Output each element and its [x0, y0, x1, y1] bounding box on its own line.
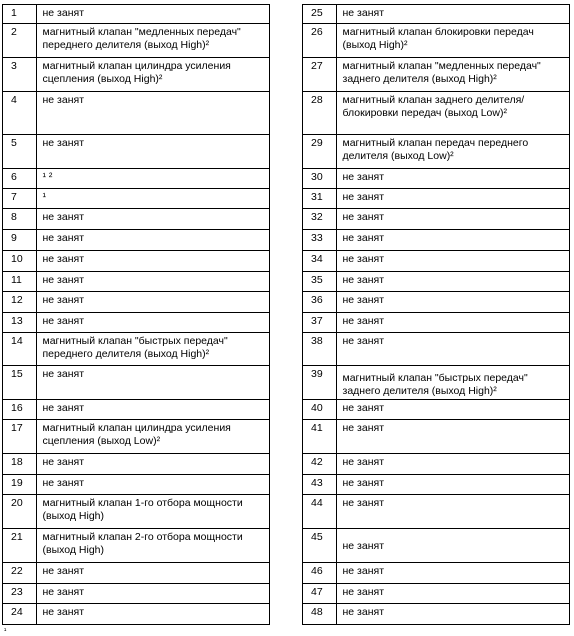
table-row — [303, 251, 570, 272]
pin-assignment: не занят — [36, 92, 270, 135]
pin-assignment: не занят — [36, 272, 270, 292]
pin-number: 14 — [3, 333, 37, 366]
pin-table-left — [2, 4, 270, 625]
pin-assignment: не занят — [36, 366, 270, 400]
table-row — [303, 272, 570, 292]
pin-assignment: не занят — [336, 251, 570, 272]
table-row — [303, 495, 570, 529]
pin-number: 47 — [303, 584, 337, 604]
pin-assignment: не занят — [336, 400, 570, 420]
table-row — [303, 24, 570, 58]
table-row — [303, 209, 570, 230]
table-row — [3, 135, 270, 169]
pin-assignment: не занят — [336, 584, 570, 604]
pin-assignment: не занят — [36, 604, 270, 625]
pin-assignment: не занят — [36, 251, 270, 272]
pin-assignment: магнитный клапан заднего делителя/блокировки передач (выход Low)² — [336, 92, 570, 135]
table-row — [303, 366, 570, 400]
pin-number: 40 — [303, 400, 337, 420]
pin-number: 24 — [3, 604, 37, 625]
pin-number: 33 — [303, 230, 337, 251]
pin-assignment: ¹ ² — [36, 169, 270, 189]
pin-number: 28 — [303, 92, 337, 135]
pin-assignment: магнитный клапан 1-го отбора мощности (выход High) — [36, 495, 270, 529]
pin-assignment: не занят — [36, 313, 270, 333]
pin-number: 44 — [303, 495, 337, 529]
pin-assignment: не занят — [336, 604, 570, 625]
pin-number: 2 — [3, 24, 37, 58]
pin-number: 31 — [303, 189, 337, 209]
pin-assignment: магнитный клапан "медленных передач" заднего делителя (выход High)² — [336, 58, 570, 92]
table-row — [3, 563, 270, 584]
table-row — [303, 420, 570, 454]
table-row — [303, 189, 570, 209]
pin-assignment: не занят — [336, 292, 570, 313]
pin-assignment: магнитный клапан цилиндра усиления сцепления (выход Low)² — [36, 420, 270, 454]
pin-assignment: магнитный клапан 2-го отбора мощности (выход High) — [36, 529, 270, 563]
pin-assignment: не занят — [336, 563, 570, 584]
pin-number: 6 — [3, 169, 37, 189]
pin-number: 11 — [3, 272, 37, 292]
pin-assignment: магнитный клапан цилиндра усиления сцепления (выход High)² — [36, 58, 270, 92]
pin-number: 39 — [303, 366, 337, 400]
pin-assignment: не занят — [336, 272, 570, 292]
pin-assignment: не занят — [336, 333, 570, 366]
pin-assignment: ¹ — [36, 189, 270, 209]
table-row — [303, 313, 570, 333]
table-row — [3, 495, 270, 529]
pin-number: 19 — [3, 475, 37, 495]
pin-assignment: не занят — [336, 529, 570, 563]
pin-assignment: не занят — [36, 584, 270, 604]
pin-assignment: магнитный клапан передач переднего делителя (выход Low)² — [336, 135, 570, 169]
pin-number: 3 — [3, 58, 37, 92]
pin-number: 32 — [303, 209, 337, 230]
table-row — [3, 169, 270, 189]
pin-number: 41 — [303, 420, 337, 454]
pin-assignment: магнитный клапан блокировки передач (выход High)² — [336, 24, 570, 58]
pin-number: 46 — [303, 563, 337, 584]
pin-assignment: не занят — [336, 454, 570, 475]
table-row — [303, 333, 570, 366]
pin-number: 21 — [3, 529, 37, 563]
pin-number: 36 — [303, 292, 337, 313]
pin-assignment: не занят — [36, 400, 270, 420]
table-row — [3, 92, 270, 135]
table-row — [303, 92, 570, 135]
table-row — [303, 604, 570, 625]
table-row — [303, 135, 570, 169]
pin-table-right — [302, 4, 570, 625]
pin-number: 34 — [303, 251, 337, 272]
pin-assignment: магнитный клапан "быстрых передач" заднего делителя (выход High)² — [336, 366, 570, 400]
pin-number: 26 — [303, 24, 337, 58]
pin-number: 25 — [303, 5, 337, 24]
pin-assignment: не занят — [336, 475, 570, 495]
table-row — [3, 604, 270, 625]
table-row — [303, 475, 570, 495]
footnote-mark: ¹ — [4, 628, 7, 635]
table-row — [3, 333, 270, 366]
table-row — [303, 292, 570, 313]
pin-number: 38 — [303, 333, 337, 366]
table-row — [303, 5, 570, 24]
pin-assignment: не занят — [336, 230, 570, 251]
pin-number: 22 — [3, 563, 37, 584]
pin-assignment: не занят — [36, 454, 270, 475]
pin-assignment: не занят — [36, 292, 270, 313]
table-row — [303, 400, 570, 420]
pin-number: 10 — [3, 251, 37, 272]
pin-number: 42 — [303, 454, 337, 475]
table-row — [303, 230, 570, 251]
pin-number: 45 — [303, 529, 337, 563]
table-row — [3, 292, 270, 313]
table-row — [3, 366, 270, 400]
pin-number: 5 — [3, 135, 37, 169]
pin-number: 48 — [303, 604, 337, 625]
pin-number: 17 — [3, 420, 37, 454]
table-row — [3, 584, 270, 604]
pin-number: 4 — [3, 92, 37, 135]
table-row — [3, 420, 270, 454]
pin-number: 9 — [3, 230, 37, 251]
pin-number: 16 — [3, 400, 37, 420]
pin-assignment: не занят — [336, 209, 570, 230]
pin-number: 18 — [3, 454, 37, 475]
table-row — [3, 189, 270, 209]
pin-assignment: не занят — [36, 135, 270, 169]
pin-number: 30 — [303, 169, 337, 189]
pin-assignment: не занят — [36, 230, 270, 251]
table-row — [3, 454, 270, 475]
table-row — [303, 584, 570, 604]
pin-number: 23 — [3, 584, 37, 604]
table-row — [3, 209, 270, 230]
pin-number: 43 — [303, 475, 337, 495]
table-row — [3, 230, 270, 251]
pin-assignment: не занят — [336, 313, 570, 333]
table-row — [3, 58, 270, 92]
table-row — [303, 169, 570, 189]
pin-number: 29 — [303, 135, 337, 169]
pin-number: 7 — [3, 189, 37, 209]
table-row — [303, 529, 570, 563]
pin-assignment: не занят — [36, 563, 270, 584]
pin-number: 15 — [3, 366, 37, 400]
pin-assignment: не занят — [336, 420, 570, 454]
table-row — [3, 475, 270, 495]
table-row — [3, 313, 270, 333]
table-row — [303, 454, 570, 475]
pin-number: 20 — [3, 495, 37, 529]
table-row — [3, 400, 270, 420]
pin-number: 8 — [3, 209, 37, 230]
table-row — [3, 251, 270, 272]
pin-assignment: магнитный клапан "быстрых передач" переднего делителя (выход High)² — [36, 333, 270, 366]
pin-number: 13 — [3, 313, 37, 333]
pin-assignment: не занят — [336, 5, 570, 24]
pin-assignment: не занят — [36, 475, 270, 495]
pin-assignment: не занят — [36, 5, 270, 24]
table-row — [3, 529, 270, 563]
pin-assignment: не занят — [336, 169, 570, 189]
table-row — [303, 58, 570, 92]
table-row — [3, 272, 270, 292]
table-row — [3, 5, 270, 24]
table-row — [303, 563, 570, 584]
pin-assignment: не занят — [336, 495, 570, 529]
pin-number: 27 — [303, 58, 337, 92]
table-row — [3, 24, 270, 58]
pin-number: 1 — [3, 5, 37, 24]
pin-assignment: не занят — [336, 189, 570, 209]
pin-number: 37 — [303, 313, 337, 333]
pin-assignment: не занят — [36, 209, 270, 230]
pin-number: 35 — [303, 272, 337, 292]
pin-assignment: магнитный клапан "медленных передач" переднего делителя (выход High)² — [36, 24, 270, 58]
pin-number: 12 — [3, 292, 37, 313]
